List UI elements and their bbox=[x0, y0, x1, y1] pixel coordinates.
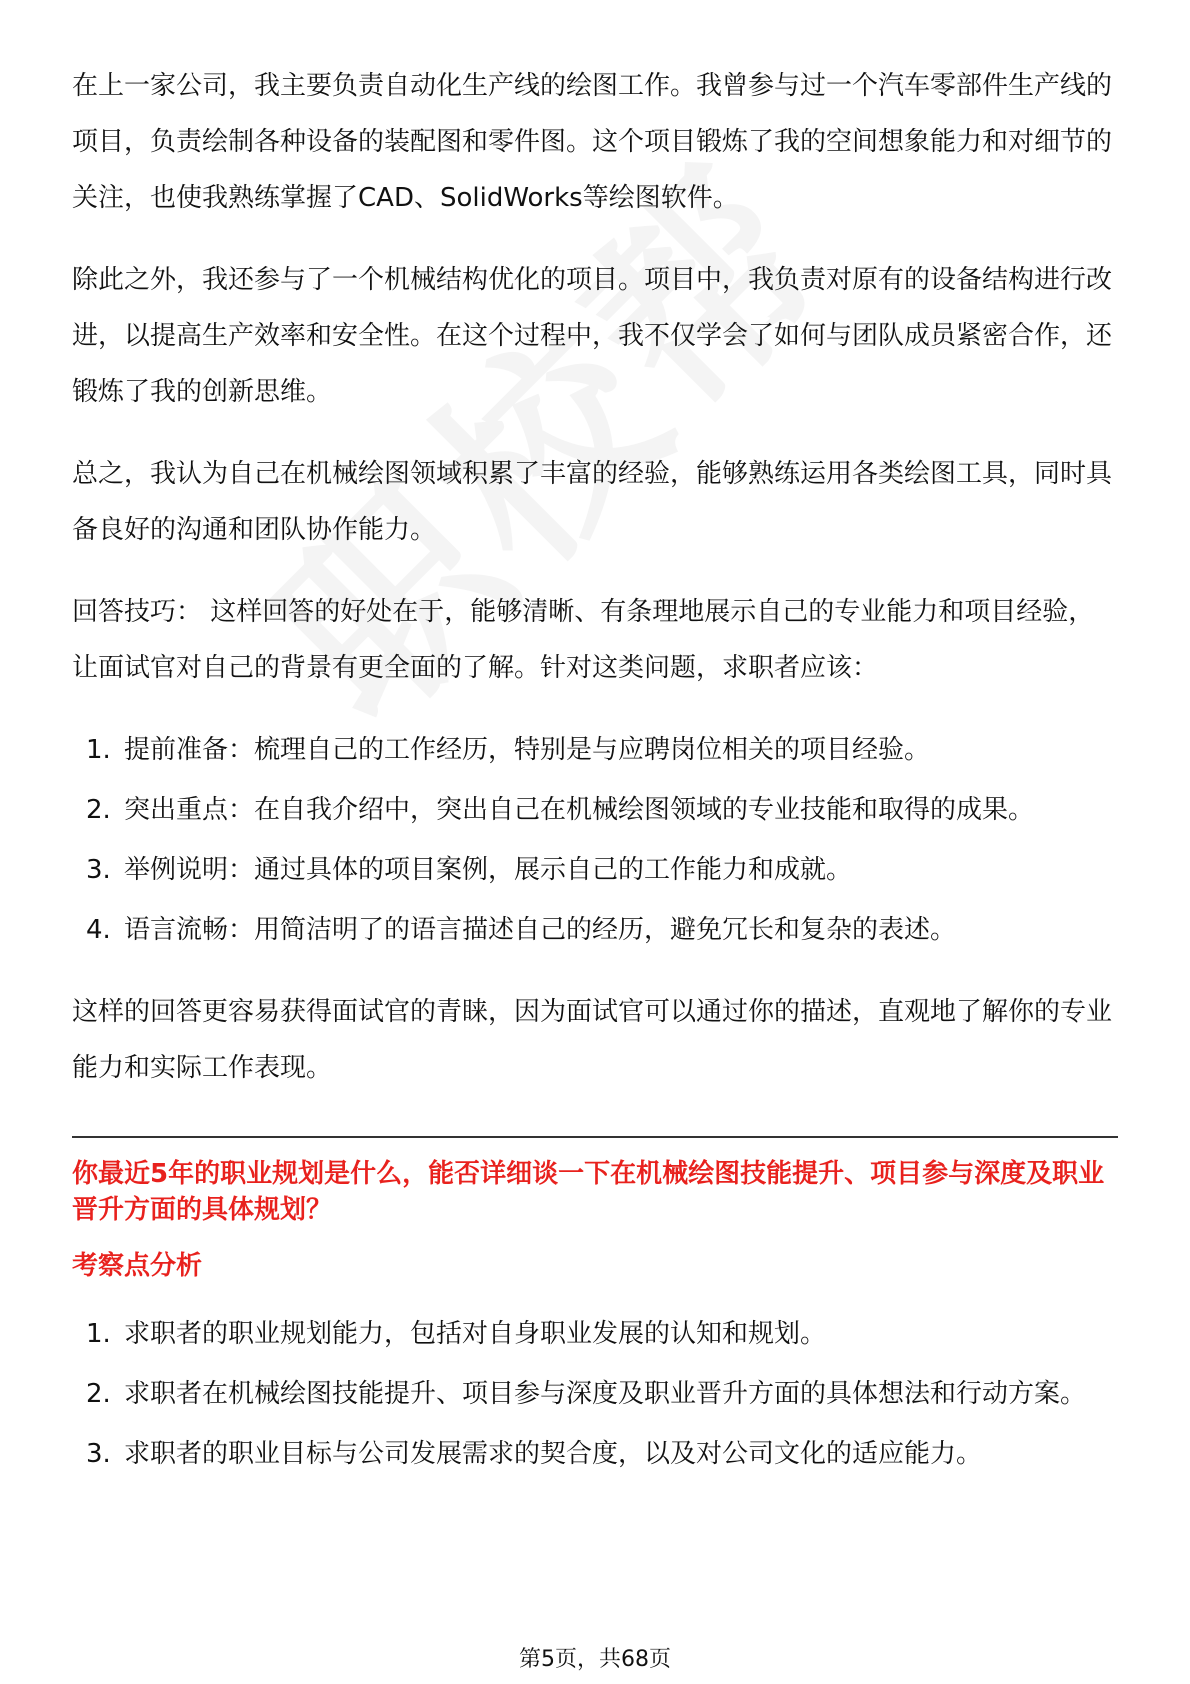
list-text: 语言流畅：用简洁明了的语言描述自己的经历，避免冗长和复杂的表述。 bbox=[124, 915, 957, 945]
list-text: 求职者的职业规划能力，包括对自身职业发展的认知和规划。 bbox=[124, 1319, 827, 1349]
question-heading: 你最近5年的职业规划是什么，能否详细谈一下在机械绘图技能提升、项目参与深度及职业晋升方面的具体规划？ bbox=[72, 1159, 1105, 1225]
page-footer: 第5页，共68页 bbox=[519, 1647, 671, 1672]
list-item bbox=[72, 1306, 1118, 1362]
analysis-title: 考察点分析 bbox=[72, 1251, 203, 1281]
list-text: 突出重点：在自我介绍中，突出自己在机械绘图领域的专业技能和取得的成果。 bbox=[124, 795, 1035, 825]
section-divider bbox=[72, 1136, 1118, 1138]
tips-list bbox=[72, 722, 1118, 958]
list-number: 2. bbox=[86, 795, 111, 825]
list-text: 求职者的职业目标与公司发展需求的契合度，以及对公司文化的适应能力。 bbox=[124, 1439, 983, 1469]
page-content bbox=[72, 58, 1118, 1508]
list-number: 1. bbox=[86, 1319, 111, 1349]
paragraph-optimization-project: 除此之外，我还参与了一个机械结构优化的项目。项目中，我负责对原有的设备结构进行改进，以提高生产效率和安全性。在这个过程中，我不仅学会了如何与团队成员紧密合作，还锻炼了我的创新思维。 bbox=[72, 265, 1113, 407]
list-number: 3. bbox=[86, 1439, 111, 1469]
list-item bbox=[72, 722, 1118, 778]
list-item bbox=[72, 1366, 1118, 1422]
paragraph-answer-tips: 回答技巧： 这样回答的好处在于，能够清晰、有条理地展示自己的专业能力和项目经验，让面试官对自己的背景有更全面的了解。针对这类问题，求职者应该： bbox=[72, 597, 1095, 683]
list-text: 举例说明：通过具体的项目案例，展示自己的工作能力和成就。 bbox=[124, 855, 853, 885]
list-item bbox=[72, 902, 1118, 958]
list-text: 求职者在机械绘图技能提升、项目参与深度及职业晋升方面的具体想法和行动方案。 bbox=[124, 1379, 1087, 1409]
list-text: 提前准备：梳理自己的工作经历，特别是与应聘岗位相关的项目经验。 bbox=[124, 735, 931, 765]
paragraph-closing: 这样的回答更容易获得面试官的青睐，因为面试官可以通过你的描述，直观地了解你的专业能力和实际工作表现。 bbox=[72, 997, 1113, 1083]
list-number: 4. bbox=[86, 915, 111, 945]
analysis-list bbox=[72, 1306, 1118, 1482]
list-item bbox=[72, 1426, 1118, 1482]
paragraph-summary: 总之，我认为自己在机械绘图领域积累了丰富的经验，能够熟练运用各类绘图工具，同时具备良好的沟通和团队协作能力。 bbox=[72, 459, 1113, 545]
list-number: 2. bbox=[86, 1379, 111, 1409]
list-item bbox=[72, 782, 1118, 838]
list-number: 3. bbox=[86, 855, 111, 885]
paragraph-experience: 在上一家公司，我主要负责自动化生产线的绘图工作。我曾参与过一个汽车零部件生产线的项目，负责绘制各种设备的装配图和零件图。这个项目锻炼了我的空间想象能力和对细节的关注，也使我熟练掌握了CAD、SolidWorks等绘图软件。 bbox=[72, 71, 1113, 213]
list-number: 1. bbox=[86, 735, 111, 765]
list-item bbox=[72, 842, 1118, 898]
